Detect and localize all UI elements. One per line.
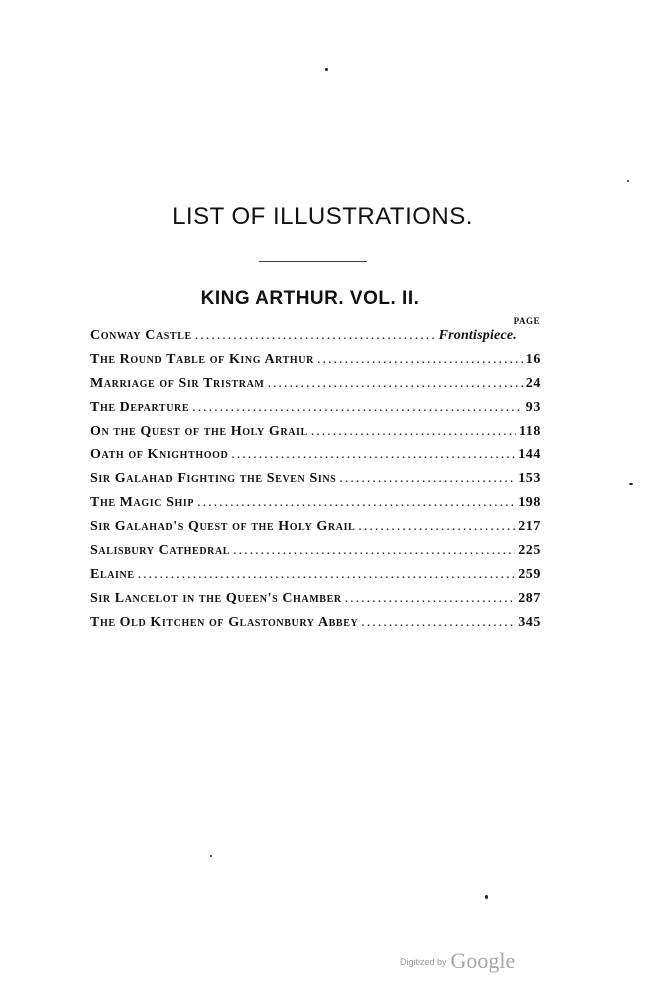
illustration-title: The Old Kitchen of Glastonbury Abbey bbox=[90, 614, 359, 630]
illustration-page-number: 217 bbox=[518, 519, 541, 535]
illustration-title: The Departure bbox=[90, 399, 190, 415]
illustration-page-number: 287 bbox=[518, 590, 541, 606]
illustration-entry bbox=[90, 567, 541, 591]
scan-speck bbox=[627, 180, 629, 182]
illustration-page-number: 93 bbox=[525, 399, 541, 415]
illustration-entry bbox=[90, 615, 541, 639]
dot-leader bbox=[231, 447, 515, 463]
illustration-page-number: 225 bbox=[518, 543, 541, 559]
section-subtitle: KING ARTHUR. VOL. II. bbox=[200, 288, 420, 309]
dot-leader bbox=[358, 519, 515, 535]
illustration-page-number: 144 bbox=[518, 447, 541, 463]
illustration-title: Conway Castle bbox=[90, 328, 192, 343]
scan-speck bbox=[325, 68, 328, 71]
dot-leader bbox=[195, 328, 436, 344]
illustrations-list bbox=[90, 328, 541, 639]
dot-leader bbox=[192, 400, 523, 416]
illustration-title: The Round Table of King Arthur bbox=[90, 351, 314, 367]
scan-speck bbox=[485, 895, 488, 899]
illustration-entry bbox=[90, 543, 541, 567]
illustration-title: Sir Lancelot in the Queen's Chamber bbox=[90, 590, 342, 606]
illustration-page-number: 16 bbox=[525, 351, 541, 367]
page-title: LIST OF ILLUSTRATIONS. bbox=[172, 203, 473, 230]
illustration-entry bbox=[90, 519, 541, 543]
illustration-entry bbox=[90, 352, 541, 376]
dot-leader bbox=[317, 352, 523, 368]
google-logo: Google bbox=[450, 948, 516, 973]
illustration-entry bbox=[90, 424, 541, 448]
illustration-title: Oath of Knighthood bbox=[90, 447, 229, 463]
illustration-entry bbox=[90, 376, 541, 400]
illustration-title: On the Quest of the Holy Grail bbox=[90, 423, 308, 439]
illustration-entry bbox=[90, 591, 541, 615]
illustration-page-number: 24 bbox=[525, 375, 541, 391]
title-divider bbox=[259, 261, 367, 262]
dot-leader bbox=[233, 543, 515, 559]
scan-speck bbox=[629, 483, 633, 485]
illustration-entry bbox=[90, 495, 541, 519]
illustration-entry bbox=[90, 328, 541, 352]
illustration-title: Elaine bbox=[90, 566, 135, 582]
watermark-prefix: Digitized by bbox=[400, 957, 447, 967]
illustration-entry bbox=[90, 471, 541, 495]
illustration-entry bbox=[90, 400, 541, 424]
illustration-title: The Magic Ship bbox=[90, 495, 195, 511]
dot-leader bbox=[197, 495, 515, 511]
dot-leader bbox=[345, 591, 516, 607]
illustration-page-number: Frontispiece. bbox=[438, 328, 517, 343]
illustration-entry bbox=[90, 447, 541, 471]
illustration-page-number: 198 bbox=[518, 495, 541, 511]
illustration-title: Salisbury Cathedral bbox=[90, 543, 231, 559]
illustration-page-number: 259 bbox=[518, 566, 541, 582]
illustration-title: Marriage of Sir Tristram bbox=[90, 375, 265, 391]
page-column-label: PAGE bbox=[513, 316, 540, 326]
scan-speck bbox=[210, 855, 212, 857]
illustration-title: Sir Galahad's Quest of the Holy Grail bbox=[90, 519, 356, 535]
digitized-watermark bbox=[400, 948, 515, 974]
dot-leader bbox=[267, 376, 522, 392]
illustration-title: Sir Galahad Fighting the Seven Sins bbox=[90, 471, 337, 487]
dot-leader bbox=[138, 567, 516, 583]
illustration-page-number: 118 bbox=[518, 423, 541, 439]
illustration-page-number: 153 bbox=[518, 471, 541, 487]
illustration-page-number: 345 bbox=[518, 614, 541, 630]
dot-leader bbox=[361, 615, 515, 631]
dot-leader bbox=[311, 424, 516, 440]
dot-leader bbox=[339, 471, 515, 487]
